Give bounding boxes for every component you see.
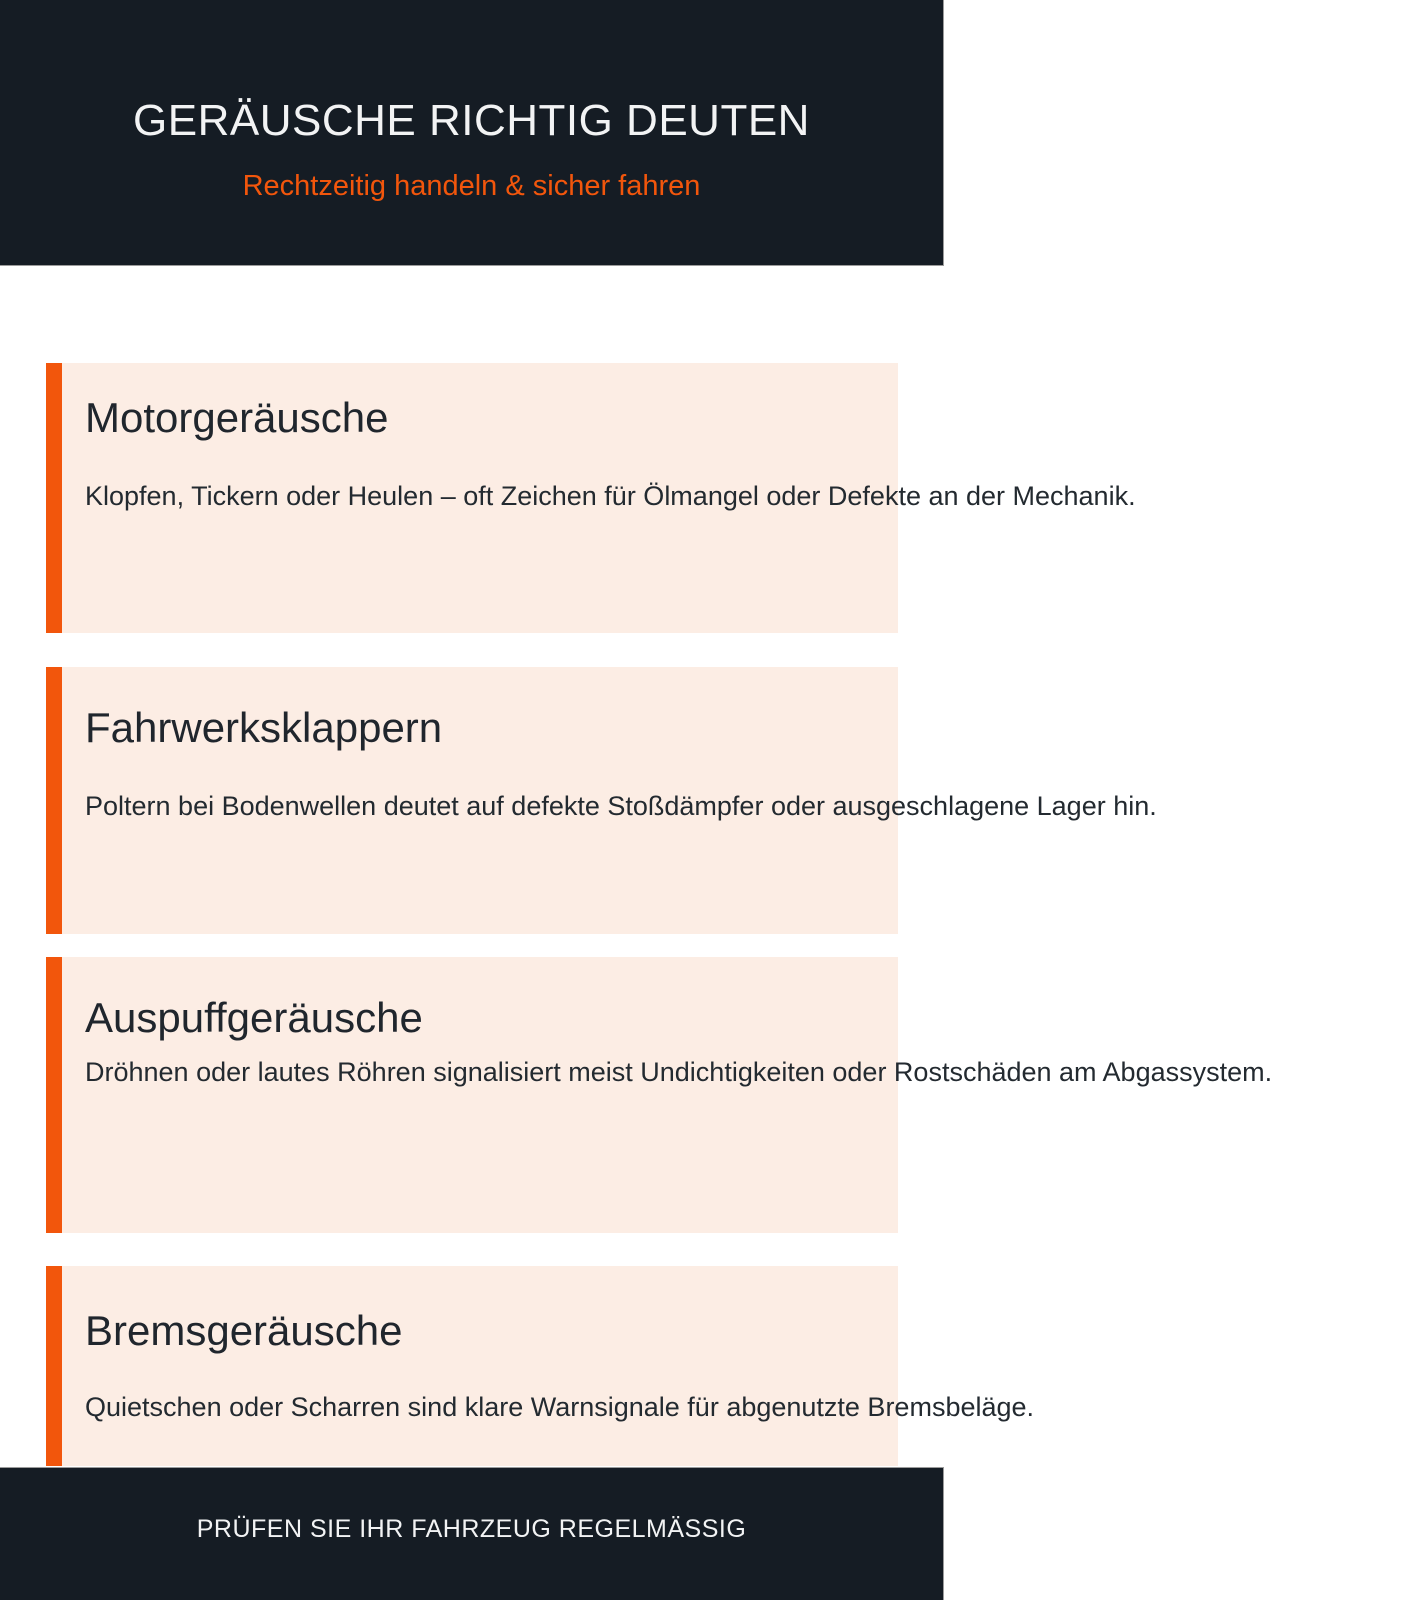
card-body: Poltern bei Bodenwellen deutet auf defekte Stoßdämpfer oder ausgeschlagene Lager hin.: [85, 791, 1157, 821]
card-body: Klopfen, Tickern oder Heulen – oft Zeichen für Ölmangel oder Defekte an der Mechanik.: [85, 481, 1136, 511]
card-auspuffgeraeusche: [46, 957, 1273, 1233]
card-body: Quietschen oder Scharren sind klare Warnsignale für abgenutzte Bremsbeläge.: [85, 1392, 1035, 1422]
card-title: Bremsgeräusche: [85, 1307, 403, 1354]
card-fahrwerksklappern: [46, 667, 1157, 934]
footer-banner: [0, 1467, 944, 1600]
header-banner: [0, 0, 944, 266]
page-title: GERÄUSCHE RICHTIG DEUTEN: [133, 96, 810, 145]
accent-bar: [46, 1266, 62, 1466]
accent-bar: [46, 363, 62, 633]
card-title: Motorgeräusche: [85, 394, 389, 441]
page-subtitle: Rechtzeitig handeln & sicher fahren: [242, 170, 701, 202]
card-motorgeraeusche: [46, 363, 1136, 633]
card-title: Auspuffgeräusche: [85, 994, 423, 1041]
accent-bar: [46, 667, 62, 934]
footer-text: PRÜFEN SIE IHR FAHRZEUG REGELMÄSSIG: [196, 1514, 747, 1543]
card-background: [62, 1266, 898, 1466]
card-body: Dröhnen oder lautes Röhren signalisiert meist Undichtigkeiten oder Rostschäden am Abgassystem.: [85, 1057, 1273, 1087]
card-title: Fahrwerksklappern: [85, 704, 443, 751]
card-bremsgeraeusche: [46, 1266, 1035, 1466]
accent-bar: [46, 957, 62, 1233]
